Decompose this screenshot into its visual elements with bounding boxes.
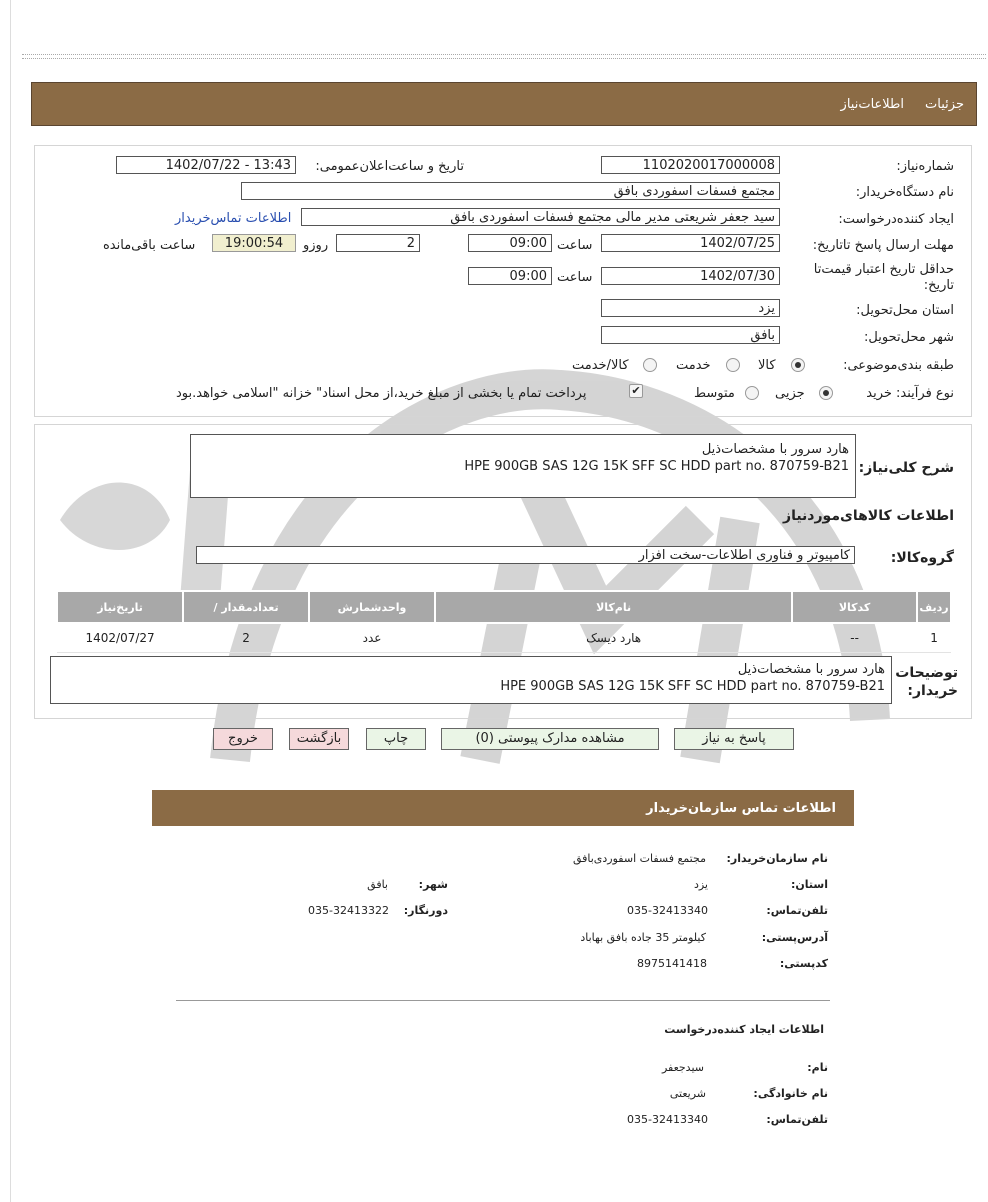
cell-quantity: 2 <box>183 623 309 653</box>
contact-divider <box>176 1000 830 1001</box>
cell-unit: عدد <box>309 623 435 653</box>
general-description-label: شرح کلی‌نیاز: <box>858 460 954 476</box>
contact-province-label: استان: <box>791 878 828 891</box>
process-medium-radio[interactable] <box>745 386 759 400</box>
col-code: کدکالا <box>792 591 917 623</box>
back-button[interactable]: بازگشت <box>289 728 349 750</box>
validity-label: حداقل تاریخ اعتبار قیمت‌تا تاریخ: <box>813 262 954 293</box>
view-attachments-button[interactable]: مشاهده مدارک پیوستی (0) <box>441 728 659 750</box>
need-number-label: شماره‌نیاز: <box>896 159 954 174</box>
need-number-field: 1102020017000008 <box>601 156 780 174</box>
province-field: یزد <box>601 299 780 317</box>
buyer-org-label: نام دستگاه‌خریدار: <box>855 185 954 200</box>
creator-label: ایجاد کننده‌درخواست: <box>838 212 954 227</box>
buyer-org-field: مجتمع فسفات اسفوردی بافق <box>241 182 780 200</box>
category-service-label: خدمت <box>676 358 711 373</box>
cell-row: 1 <box>917 623 951 653</box>
print-button[interactable]: چاپ <box>366 728 426 750</box>
details-header-bar <box>31 82 977 126</box>
category-goods-label: کالا <box>758 358 776 373</box>
items-table <box>56 590 952 653</box>
col-unit: واحدشمارش <box>309 591 435 623</box>
deadline-label: مهلت ارسال پاسخ تا‌تاریخ: <box>812 238 954 253</box>
remaining-time-field: 19:00:54 <box>212 234 296 252</box>
category-label: طبقه بندی‌موضوعی: <box>843 358 954 373</box>
category-both-label: کالا/خدمت <box>572 358 629 373</box>
creator-family-value: شریعتی <box>669 1087 706 1100</box>
contact-org-value: مجتمع فسفات اسفوردی‌بافق <box>572 852 706 865</box>
contact-city-value: بافق <box>367 878 388 891</box>
city-field: بافق <box>601 326 780 344</box>
page-left-border <box>10 0 11 1202</box>
table-row <box>57 623 951 653</box>
buyer-contact-link[interactable]: اطلاعات تماس‌خریدار <box>175 211 292 226</box>
deadline-time-field: 09:00 <box>468 234 552 252</box>
city-label: شهر محل‌تحویل: <box>864 330 954 345</box>
creator-phone-label: تلفن‌تماس: <box>766 1113 828 1126</box>
buyer-contact-section-bar <box>152 790 854 826</box>
announce-date-label: تاریخ و ساعت‌اعلان‌عمومی: <box>315 159 464 174</box>
process-medium-label: متوسط <box>694 386 735 401</box>
remaining-time-label: ساعت باقی‌مانده <box>103 238 196 253</box>
contact-address-value: کیلومتر 35 جاده بافق بهاباد <box>580 931 706 944</box>
buyer-notes-label: توضیحات خریدار: <box>895 665 958 699</box>
process-partial-radio[interactable] <box>819 386 833 400</box>
col-name: نام‌کالا <box>435 591 792 623</box>
creator-field: سید جعفر شریعتی مدیر مالی مجتمع فسفات اسفوردی بافق <box>301 208 780 226</box>
province-label: استان محل‌تحویل: <box>856 303 954 318</box>
contact-phone-value: 035-32413340 <box>627 904 708 917</box>
col-quantity: تعداد‌مقدار / <box>183 591 309 623</box>
top-dotted-divider <box>22 54 986 59</box>
days-field: 2 <box>336 234 420 252</box>
exit-button[interactable]: خروج <box>213 728 273 750</box>
buyer-notes-line-1: هارد سرور با مشخصات‌ذیل <box>737 662 885 677</box>
process-partial-label: جزیی <box>775 386 805 401</box>
buyer-contact-title: اطلاعات تماس سازمان‌خریدار <box>646 801 836 816</box>
process-type-label: نوع فرآیند: خرید <box>866 386 954 401</box>
general-description-box <box>190 434 856 498</box>
contact-fax-value: 035-32413322 <box>308 904 389 917</box>
items-heading: اطلاعات کالاهای‌موردنیاز <box>783 508 954 524</box>
creator-info-title: اطلاعات ایجاد کننده‌درخواست <box>664 1023 824 1036</box>
deadline-date-field: 1402/07/25 <box>601 234 780 252</box>
col-row: ردیف <box>917 591 951 623</box>
buyer-notes-line-2: HPE 900GB SAS 12G 15K SFF SC HDD part no. 870759-B21 <box>500 679 885 694</box>
category-service-radio[interactable] <box>726 358 740 372</box>
validity-time-field: 09:00 <box>468 267 552 285</box>
goods-group-field: کامپیوتر و فناوری اطلاعات-سخت افزار <box>196 546 855 564</box>
description-line-2: HPE 900GB SAS 12G 15K SFF SC HDD part no. 870759-B21 <box>464 459 849 474</box>
contact-city-label: شهر: <box>418 878 448 891</box>
cell-code: -- <box>792 623 917 653</box>
validity-time-label: ساعت <box>557 270 593 285</box>
contact-address-label: آدرس‌پستی: <box>761 931 828 944</box>
creator-family-label: نام خانوادگی: <box>753 1087 828 1100</box>
reply-button[interactable]: پاسخ به نیاز <box>674 728 794 750</box>
items-table-header <box>57 591 951 623</box>
tab-need-info[interactable]: اطلاعات‌نیاز <box>840 97 904 112</box>
col-need-date: تاریخ‌نیاز <box>57 591 183 623</box>
category-goods-radio[interactable] <box>791 358 805 372</box>
contact-province-value: یزد <box>693 878 708 891</box>
deadline-time-label: ساعت <box>557 238 593 253</box>
contact-phone-label: تلفن‌تماس: <box>766 904 828 917</box>
description-line-1: هارد سرور با مشخصات‌ذیل <box>701 442 849 457</box>
days-label: روزو <box>303 238 329 253</box>
goods-group-label: گروه‌کالا: <box>890 550 954 566</box>
cell-name: هارد دیسک <box>435 623 792 653</box>
validity-date-field: 1402/07/30 <box>601 267 780 285</box>
treasury-note: پرداخت تمام یا بخشی از مبلغ خرید،از محل اسناد" خزانه "اسلامی خواهد.بود <box>176 386 587 401</box>
buyer-notes-box <box>50 656 892 704</box>
contact-org-label: نام سازمان‌خریدار: <box>726 852 828 865</box>
announce-date-field: 1402/07/22 - 13:43 <box>116 156 296 174</box>
tab-details[interactable]: جزئیات <box>925 97 964 112</box>
category-both-radio[interactable] <box>643 358 657 372</box>
contact-postal-label: کدپستی: <box>779 957 828 970</box>
creator-name-value: سیدجعفر <box>661 1061 704 1074</box>
creator-phone-value: 035-32413340 <box>627 1113 708 1126</box>
cell-need-date: 1402/07/27 <box>57 623 183 653</box>
treasury-checkbox[interactable]: ✔ <box>629 384 643 398</box>
contact-fax-label: دورنگار: <box>403 904 448 917</box>
creator-name-label: نام: <box>807 1061 828 1074</box>
contact-postal-value: 8975141418 <box>637 957 707 970</box>
